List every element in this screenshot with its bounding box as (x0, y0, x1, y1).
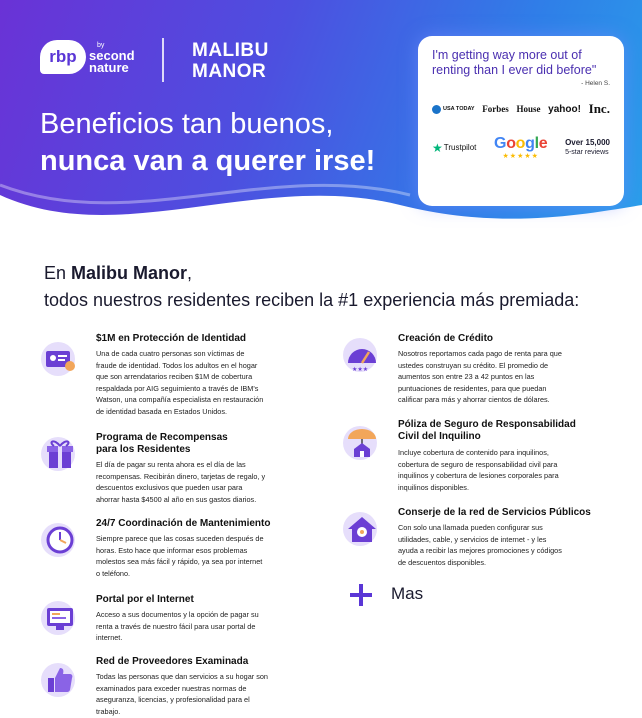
headline-line2: nunca van a querer irse! (40, 145, 376, 177)
benefit-utilities-desc: Con solo una llamada pueden configurar sus utilidades, cable, y servicios de internet - y les ayuda a recibir las mejores promociones y códigos de descuentos disponibles. (398, 523, 562, 567)
rbp-logo-badge: rbp (40, 40, 86, 74)
plus-icon[interactable] (348, 582, 374, 608)
benefit-insurance-desc: Incluye cobertura de contenido para inquilinos, cobertura de seguro de responsabilidad civil para inquilinos y cobertura de lesiones corporales para inquilinos disponibles. (398, 448, 559, 492)
press-logos (432, 101, 610, 117)
benefit-maintenance-desc: Siempre parece que las cosas suceden después de horas. Esto hace que informar esos problemas molestos sea más fácil y rápido, ya sea por internet o teléfono. (96, 534, 264, 578)
benefit-identity-title: $1M en Protección de Identidad (96, 333, 247, 344)
review-card (418, 36, 624, 206)
trustpilot-star-icon: ★ (432, 140, 443, 155)
computer-icon (40, 598, 80, 638)
forbes-logo: Forbes (482, 104, 509, 114)
benefit-credit-building (342, 333, 612, 413)
credit-gauge-icon (342, 335, 382, 375)
google-rating (494, 135, 547, 160)
clock-icon (40, 520, 80, 560)
benefit-identity-protection (40, 333, 300, 423)
benefit-rewards-title: Programa de Recompensas para los Residentes (96, 432, 228, 455)
benefit-portal-title: Portal por el Internet (96, 594, 194, 605)
yahoo-logo: yahoo! (548, 103, 581, 115)
benefit-maintenance (40, 518, 300, 588)
google-logo: Google (494, 135, 548, 152)
house-logo: House (516, 104, 541, 114)
benefit-rewards-program (40, 432, 300, 512)
benefit-portal-desc: Acceso a sus documentos y la opción de pagar su renta a través de nuestro fácil para usar portal de internet. (96, 610, 259, 643)
review-count: Over 15,000 5-star reviews (565, 138, 610, 156)
intro-line2: todos nuestros residentes reciben la #1 experiencia más premiada: (44, 290, 580, 310)
benefit-vendors-desc: Todas las personas que dan servicios a su hogar son examinados para exceder nuestras normas de aseguranza, licencias, y profesionalidad para el trabajo. (96, 672, 268, 716)
benefit-credit-desc: Nosotros reportamos cada pago de renta para que ustedes construyan su crédito. El promedio de aumentos son entre 23 a 42 puntos en las puntuaciones de residentes, para que puedan calificar para más y ahorrar cientos de dólares. (398, 349, 562, 405)
benefit-vendors-title: Red de Proveedores Examinada (96, 656, 249, 667)
google-stars-icon: ★★★★★ (502, 153, 539, 160)
property-name-line2: MANOR (192, 61, 267, 82)
logo-by-text: by (97, 41, 105, 49)
usa-today-dot-icon (432, 105, 441, 114)
benefit-utilities-title: Conserje de la red de Servicios Públicos (398, 507, 591, 518)
intro-property-name: Malibu Manor (71, 263, 188, 283)
rating-row (432, 135, 610, 160)
inc-logo: Inc. (588, 101, 610, 116)
benefit-utility-concierge (342, 507, 612, 577)
property-name-line1: MALIBU (192, 40, 269, 61)
testimonial-author: - Helen S. (581, 80, 610, 87)
thumbs-up-icon (40, 660, 80, 700)
house-concierge-icon (342, 509, 382, 549)
more-link[interactable]: Mas (391, 584, 424, 603)
benefit-insurance-title: Póliza de Seguro de Responsabilidad Civil del Inquilino (398, 419, 576, 442)
headline-line1: Beneficios tan buenos, (40, 108, 334, 140)
logo-nature-text: nature (89, 59, 129, 75)
benefit-maintenance-title: 24/7 Coordinación de Mantenimiento (96, 518, 271, 529)
benefit-online-portal (40, 594, 300, 650)
testimonial-quote: I'm getting way more out of renting than I ever did before" (432, 48, 597, 77)
company-logo (40, 40, 135, 74)
umbrella-house-icon (342, 423, 382, 463)
logo-second-text: second (89, 47, 135, 63)
gift-icon (40, 434, 80, 474)
trustpilot-logo: ★ Trustpilot (432, 140, 477, 155)
usa-today-logo: USA TODAY (432, 105, 475, 114)
header-divider (162, 38, 164, 82)
benefit-renters-insurance (342, 419, 612, 499)
intro-line1: En Malibu Manor, (44, 263, 193, 283)
id-card-icon (40, 339, 80, 379)
benefit-rewards-desc: El día de pagar su renta ahora es el día de las recompensas. Recibirán dinero, tarjetas de regalo, y descuentos exclusivos que pueden usar para ahorrar hasta $4500 al año en sus gastos diarios. (96, 460, 266, 504)
benefit-credit-title: Creación de Crédito (398, 333, 494, 344)
svg-text:★★★: ★★★ (352, 366, 369, 373)
benefit-vendor-network (40, 656, 300, 718)
benefit-identity-desc: Una de cada cuatro personas son víctimas de fraude de identidad. Todos los adultos en el hogar que son arrendatarios reciben $1M de cobertura respaldada por AIG seguimiento a través de IBM's Watson, una compañía especialista en restauración de identidad basada en Estados Unidos. (96, 349, 264, 416)
property-name (192, 40, 269, 82)
